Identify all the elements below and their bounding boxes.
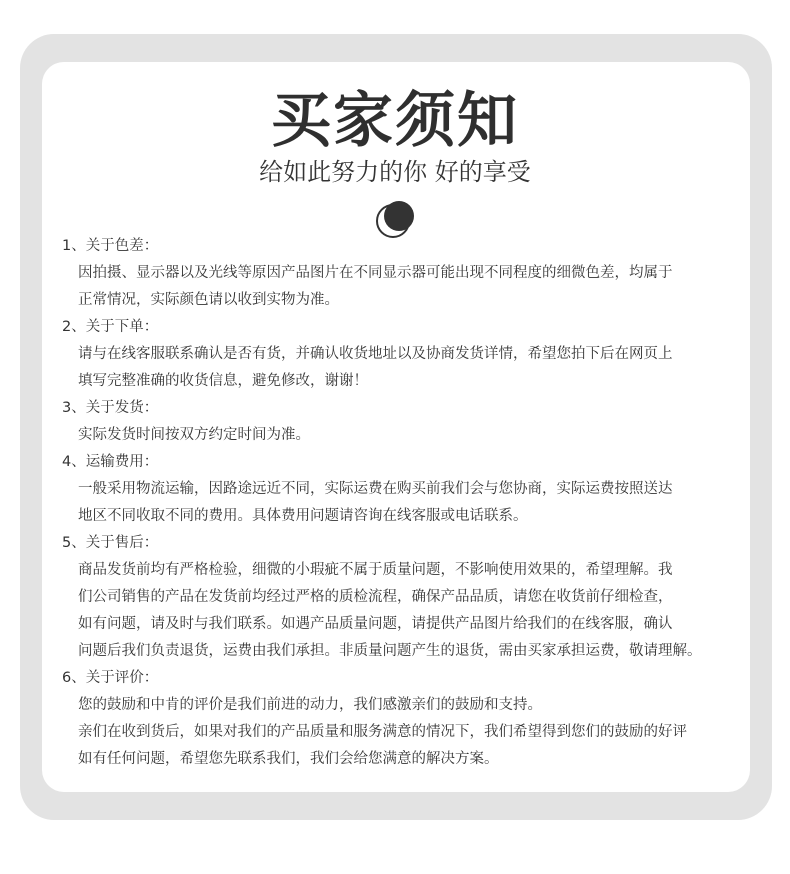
section-line: 如有任何问题，希望您先联系我们，我们会给您满意的解决方案。 — [78, 751, 499, 767]
section-line: 一般采用物流运输，因路途远近不同，实际运费在购买前我们会与您协商，实际运费按照送达 — [78, 481, 673, 497]
notice-section — [62, 449, 752, 530]
section-line: 因拍摄、显示器以及光线等原因产品图片在不同显示器可能出现不同程度的细微色差，均属于 — [78, 265, 673, 281]
section-line: 们公司销售的产品在发货前均经过严格的质检流程，确保产品品质，请您在收货前仔细检查， — [78, 589, 673, 605]
section-heading: 6、关于评价： — [62, 670, 159, 686]
notice-section — [62, 395, 752, 449]
section-line: 正常情况，实际颜色请以收到实物为准。 — [78, 292, 339, 308]
section-heading: 3、关于发货： — [62, 400, 159, 416]
section-line: 商品发货前均有严格检验，细微的小瑕疵不属于质量问题，不影响使用效果的，希望理解。我 — [78, 562, 673, 578]
notice-list — [62, 233, 752, 773]
page-title: 买家须知 — [271, 86, 519, 156]
notice-section — [62, 233, 752, 314]
section-heading: 5、关于售后： — [62, 535, 159, 551]
section-line: 地区不同收取不同的费用。具体费用问题请咨询在线客服或电话联系。 — [78, 508, 528, 524]
section-line: 请与在线客服联系确认是否有货，并确认收货地址以及协商发货详情，希望您拍下后在网页上 — [78, 346, 673, 362]
section-line: 亲们在收到货后，如果对我们的产品质量和服务满意的情况下，我们希望得到您们的鼓励的好评 — [78, 724, 687, 740]
section-line: 问题后我们负责退货，运费由我们承担。非质量问题产生的退货，需由买家承担运费，敬请理解。 — [78, 643, 702, 659]
section-line: 如有问题，请及时与我们联系。如遇产品质量问题，请提供产品图片给我们的在线客服，确认 — [78, 616, 673, 632]
section-heading: 1、关于色差： — [62, 238, 159, 254]
section-heading: 2、关于下单： — [62, 319, 159, 335]
notice-section — [62, 530, 752, 665]
section-line: 您的鼓励和中肯的评价是我们前进的动力，我们感激亲们的鼓励和支持。 — [78, 697, 542, 713]
section-line: 填写完整准确的收货信息，避免修改，谢谢！ — [78, 373, 368, 389]
notice-section — [62, 314, 752, 395]
section-heading: 4、运输费用： — [62, 454, 159, 470]
section-line: 实际发货时间按双方约定时间为准。 — [78, 427, 310, 443]
notice-section — [62, 665, 752, 773]
page-subtitle: 给如此努力的你 好的享受 — [259, 158, 531, 186]
